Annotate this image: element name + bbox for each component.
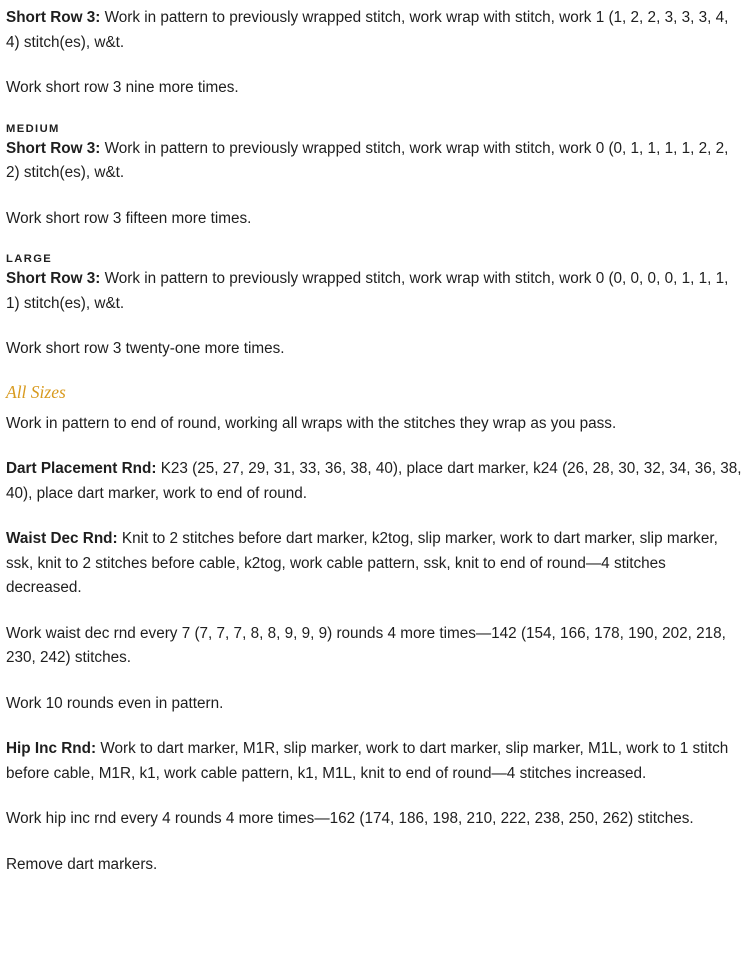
dart-placement-rnd [6,457,742,506]
waist-dec-text: Knit to 2 stitches before dart marker, k2tog, slip marker, work to dart marker, slip marker, ssk, knit to 2 stitches before cable, k2tog, work cable pattern, ssk, knit to end of round—4 stitches decreased. [6,530,718,596]
hip-inc-rnd [6,737,742,786]
even-rounds-instruction: Work 10 rounds even in pattern. [6,694,224,712]
waist-dec-rnd [6,527,742,601]
short-row-3-label: Short Row 3: [6,9,101,26]
large-repeat-instruction: Work short row 3 twenty-one more times. [6,340,285,357]
remove-markers-instruction: Remove dart markers. [6,855,158,873]
all-sizes-heading: All Sizes [6,381,66,402]
dart-placement-label: Dart Placement Rnd: [6,460,157,477]
hip-inc-label: Hip Inc Rnd: [6,740,97,757]
medium-repeat-instruction: Work short row 3 fifteen more times. [6,209,252,227]
short-row-3-text: Work in pattern to previously wrapped stitch, work wrap with stitch, work 0 (0, 0, 0, 0, 1, 1, 1, 1) stitch(es), w&t. [6,270,729,312]
small-short-row-3 [6,6,742,55]
large-short-row-3 [6,267,742,316]
medium-short-row-3 [6,137,742,186]
waist-dec-repeat: Work waist dec rnd every 7 (7, 7, 7, 8, 8, 9, 9, 9) rounds 4 more times—142 (154, 166, 178, 190, 202, 218, 230, 242) stitches. [6,624,726,666]
short-row-3-text: Work in pattern to previously wrapped stitch, work wrap with stitch, work 0 (0, 1, 1, 1, 1, 2, 2, 2) stitch(es), w&t. [6,139,729,181]
waist-dec-label: Waist Dec Rnd: [6,530,118,547]
size-label-medium: MEDIUM [6,122,60,135]
end-of-round-instruction: Work in pattern to end of round, working all wraps with the stitches they wrap as you pass. [6,414,617,432]
small-repeat-instruction: Work short row 3 nine more times. [6,79,239,96]
hip-inc-text: Work to dart marker, M1R, slip marker, work to dart marker, slip marker, M1L, work to 1 stitch before cable, M1R, k1, work cable pattern, k1, M1L, knit to end of round—4 stitches increased. [6,740,729,782]
size-label-large: LARGE [6,253,53,265]
short-row-3-label: Short Row 3: [6,270,101,287]
dart-placement-text: K23 (25, 27, 29, 31, 33, 36, 38, 40), place dart marker, k24 (26, 28, 30, 32, 34, 36, 38, 40), place dart marker, work to end of round. [6,460,742,502]
short-row-3-label: Short Row 3: [6,139,101,157]
hip-inc-repeat: Work hip inc rnd every 4 rounds 4 more times—162 (174, 186, 198, 210, 222, 238, 250, 262) stitches. [6,810,694,827]
short-row-3-text: Work in pattern to previously wrapped stitch, work wrap with stitch, work 1 (1, 2, 2, 3, 3, 3, 4, 4) stitch(es), w&t. [6,9,729,51]
pattern-page [6,6,742,898]
